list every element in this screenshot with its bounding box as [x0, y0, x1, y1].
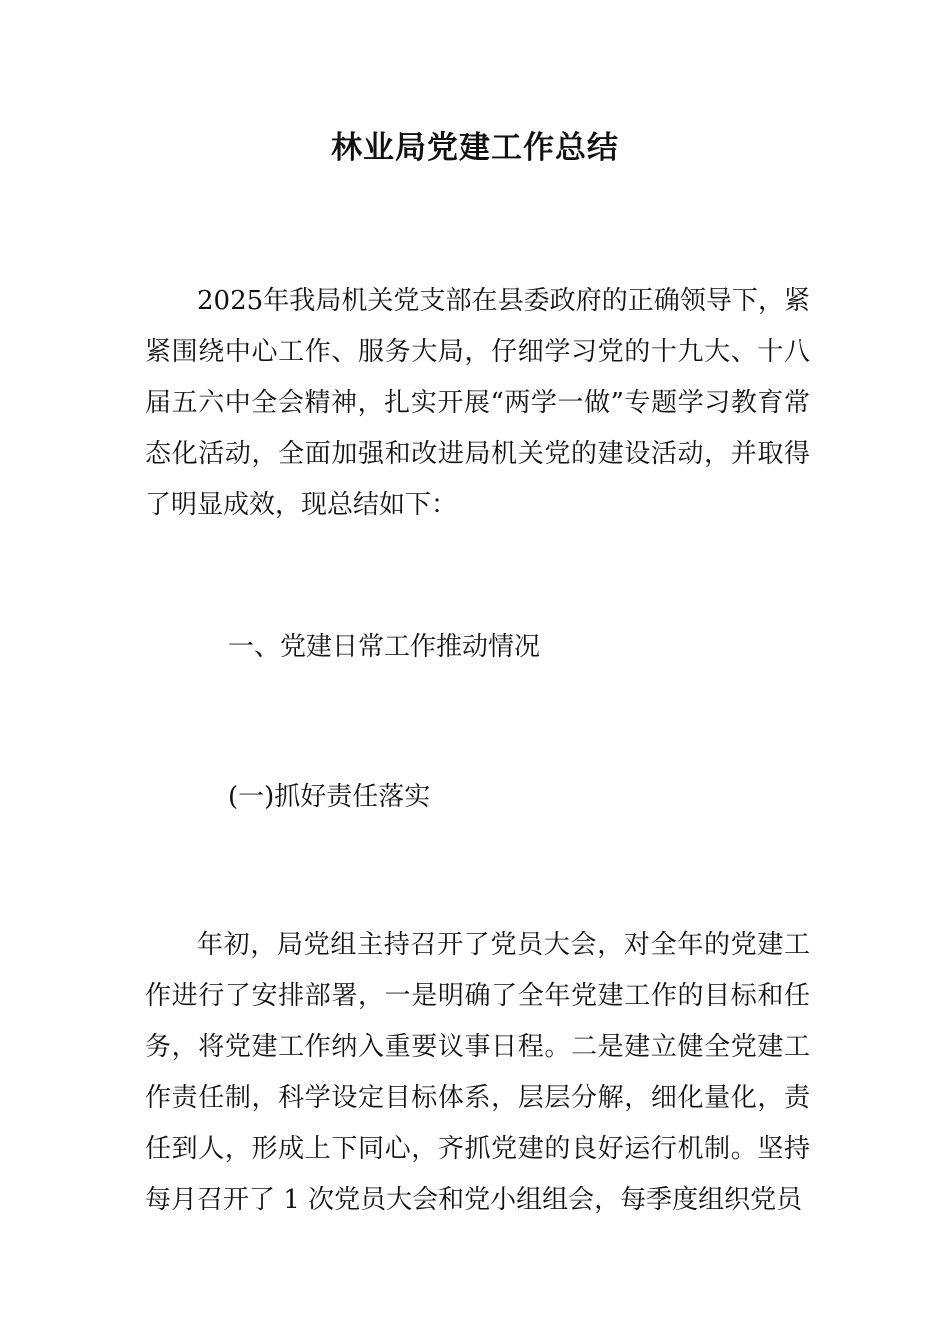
subsection-heading: (一)抓好责任落实: [228, 782, 431, 812]
section-heading: 一、党建日常工作推动情况: [228, 632, 541, 662]
body-paragraph: 年初，局党组主持召开了党员大会，对全年的党建工作进行了安排部署，一是明确了全年党建工作的目标和任务，将党建工作纳入重要议事日程。二是建立健全党建工作责任制，科学设定目标体系，层层分解，细化量化，责任到人，形成上下同心，齐抓党建的良好运行机制。坚持每月召开了 1 次党员大会和党小组组会，每季度组织党员: [145, 930, 810, 1215]
intro-paragraph: 2025年我局机关党支部在县委政府的正确领导下，紧紧围绕中心工作、服务大局，仔细学习党的十九大、十八届五六中全会精神，扎实开展“两学一做”专题学习教育常态化活动，全面加强和改进局机关党的建设活动，并取得了明显成效，现总结如下：: [145, 286, 810, 520]
document-title: 林业局党建工作总结: [331, 130, 619, 166]
